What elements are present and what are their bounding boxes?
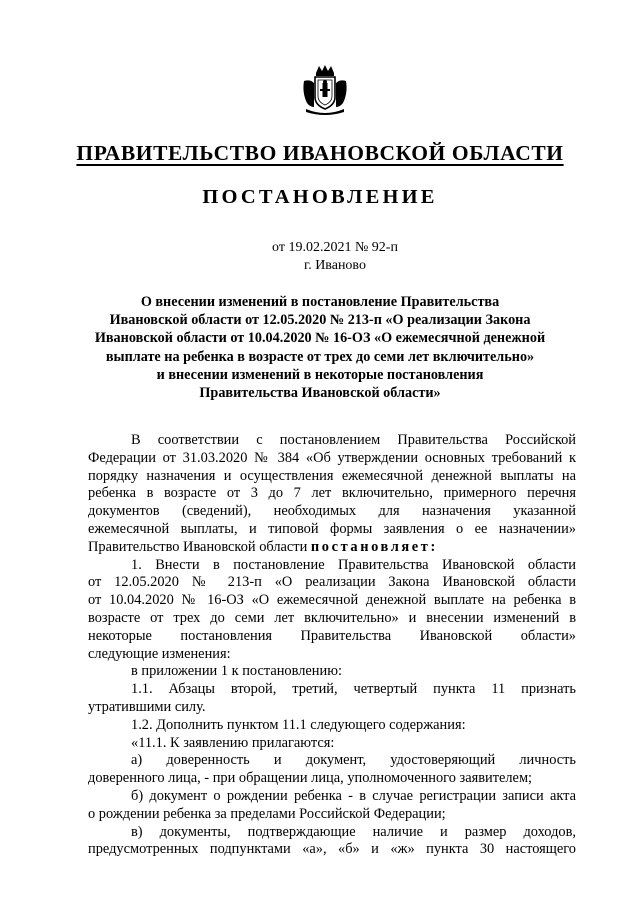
- subject-line: Ивановской области от 12.05.2020 № 213-п «О реализации Закона: [109, 312, 531, 329]
- item-b-paragraph: [88, 788, 576, 824]
- body-line: Федерации от 31.03.2020 № 384 «Об утверждении основных требований к: [88, 449, 576, 466]
- item-v-paragraph: [88, 824, 576, 860]
- body-line: от 12.05.2020 № 213-п «О реализации Закона Ивановской области: [88, 574, 576, 591]
- body-line: 1. Внести в постановление Правительства Ивановской области: [131, 556, 576, 573]
- item-1-paragraph: [88, 557, 576, 664]
- document-body: [88, 432, 576, 859]
- body-line: о рождении ребенка за пределами Российской Федерации;: [88, 805, 446, 822]
- subject-line: Ивановской области от 10.04.2020 № 16-ОЗ «О ежемесячной денежной: [94, 330, 546, 347]
- item-1-2-line: 1.2. Дополнить пунктом 11.1 следующего содержания:: [131, 716, 466, 733]
- body-line: возрасте от трех до семи лет включительно» и внесении изменений в: [88, 609, 576, 626]
- subject-line: Правительства Ивановской области»: [199, 385, 441, 402]
- preamble-paragraph: [88, 432, 576, 557]
- subject-line: и внесении изменений в некоторые постановления: [156, 366, 484, 383]
- body-line: доверенного лица, - при обращении лица, уполномоченного заявителем;: [88, 770, 533, 787]
- body-line: от 10.04.2020 № 16-ОЗ «О ежемесячной денежной выплате на ребенка в: [88, 592, 576, 609]
- item-1-1-paragraph: [88, 681, 576, 717]
- resolve-word: постановляет:: [310, 538, 438, 555]
- body-line: ребенка в возрасте от 3 до 7 лет включительно, примерного перечня: [88, 485, 576, 502]
- body-line: ежемесячной выплаты, и типовой формы заявления о ее назначении»: [88, 520, 576, 537]
- subject-line: О внесении изменений в постановление Правительства: [140, 294, 500, 310]
- document-type: ПОСТАНОВЛЕНИЕ: [202, 186, 438, 208]
- item-a-paragraph: [88, 752, 576, 788]
- body-line: некоторые постановления Правительства Ивановской области»: [88, 627, 576, 644]
- document-date-number: от 19.02.2021 № 92-п: [272, 240, 398, 255]
- body-line: предусмотренных подпунктами «а», «б» и «ж» пункта 30 настоящего: [88, 841, 576, 858]
- document-subject: [60, 293, 580, 402]
- body-line: 1.1. Абзацы второй, третий, четвертый пункта 11 признать: [131, 681, 576, 698]
- resolve-line: [88, 539, 576, 557]
- body-line: утратившими силу.: [88, 698, 206, 715]
- body-line: документов (сведений), необходимых для назначения указанной: [88, 503, 576, 520]
- subject-line: выплате на ребенка в возрасте от трех до семи лет включительно»: [105, 348, 535, 365]
- body-line: порядку назначения и осуществления ежемесячной денежной выплаты на: [88, 467, 576, 484]
- body-line: следующие изменения:: [88, 645, 231, 662]
- body-line: В соответствии с постановлением Правительства Российской: [131, 432, 576, 448]
- government-title: [0, 138, 640, 168]
- appendix-line: в приложении 1 к постановлению:: [131, 663, 342, 680]
- government-title-text: ПРАВИТЕЛЬСТВО ИВАНОВСКОЙ ОБЛАСТИ: [76, 141, 564, 165]
- resolve-prefix: Правительство Ивановской области: [88, 538, 311, 555]
- body-line: в) документы, подтверждающие наличие и размер доходов,: [131, 823, 576, 840]
- body-line: б) документ о рождении ребенка - в случае регистрации записи акта: [131, 787, 576, 804]
- body-line: а) доверенность и документ, удостоверяющий личность: [131, 752, 576, 769]
- item-11-1-line: «11.1. К заявлению прилагаются:: [131, 734, 335, 751]
- coat-of-arms-icon: [300, 63, 350, 116]
- document-city: г. Иваново: [304, 258, 366, 273]
